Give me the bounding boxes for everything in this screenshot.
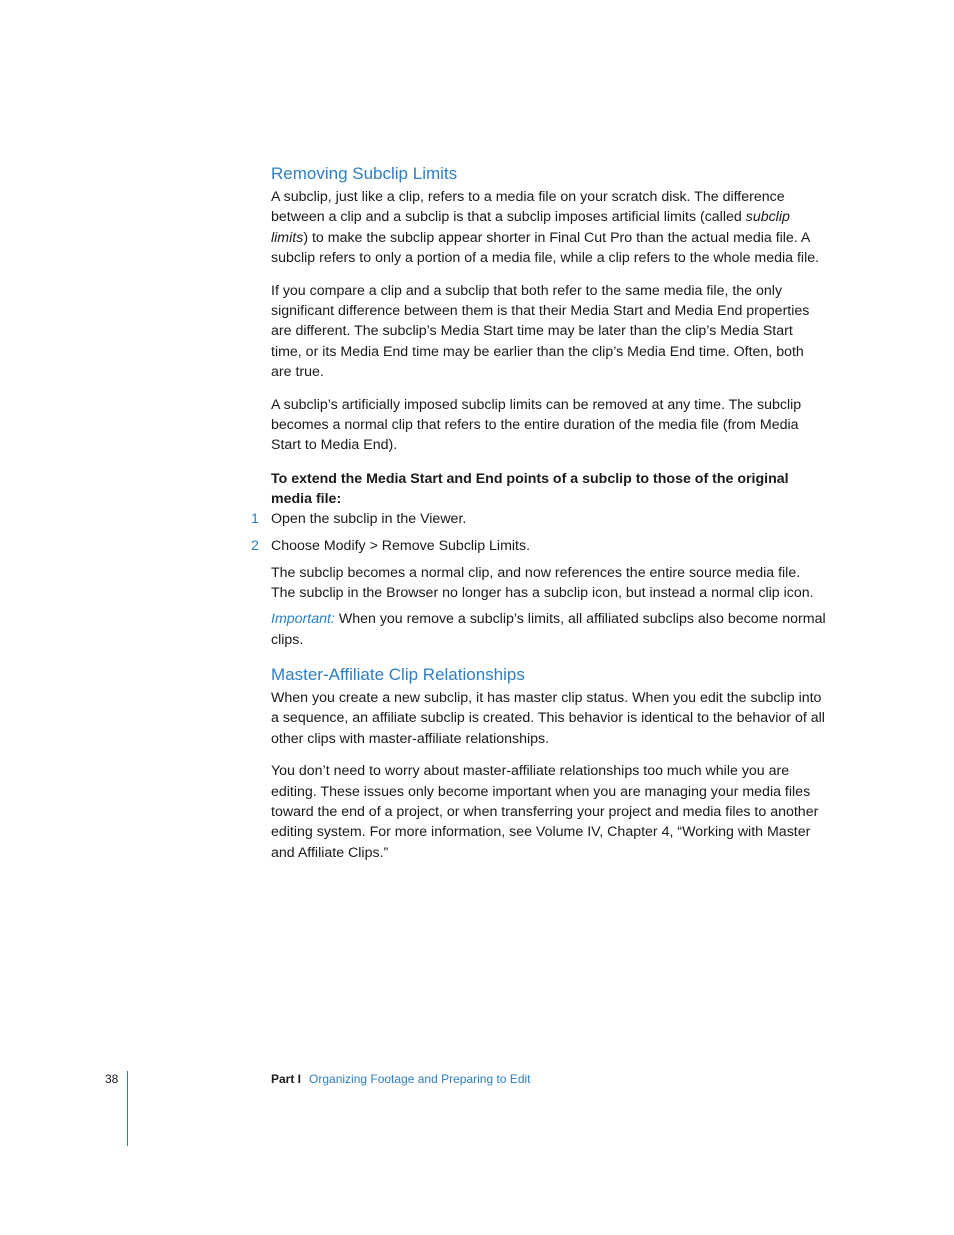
important-note [271,609,826,650]
page-number: 38 [105,1072,119,1086]
paragraph-text: ) to make the subclip appear shorter in Final Cut Pro than the actual media file. A subclip refers to only a portion of a media file, while a clip refers to the whole media file. [271,229,820,266]
important-label: Important: [271,611,335,628]
step-text: Choose Modify > Remove Subclip Limits. [271,538,531,555]
footer-part [271,1072,531,1086]
term-subclip-limits: subclip limits [271,209,790,246]
page-content [251,163,826,863]
step-item [251,509,826,529]
paragraph: A subclip’s artificially imposed subclip limits can be removed at any time. The subclip becomes a normal clip that refers to the entire duration of the media file (from Media Start to Media End). [271,396,802,454]
step-number: 1 [251,511,259,528]
part-title-link[interactable]: Organizing Footage and Preparing to Edit [309,1072,531,1086]
step-item [251,536,826,556]
paragraph: You don’t need to worry about master-affiliate relationships too much while you are editing. These issues only become important when you are managing your media files toward the end of a project, or when transferring your project and media files to another editing system. For more information, see Volume IV, Chapter 4, “Working with Master and Affiliate Clips.” [271,763,819,861]
section-heading-master-affiliate: Master-Affiliate Clip Relationships [271,664,525,684]
result-paragraph: The subclip becomes a normal clip, and now references the entire source media file. The subclip in the Browser no longer has a subclip icon, but instead a normal clip icon. [271,564,814,602]
footer-divider [127,1071,128,1146]
paragraph-text: A subclip, just like a clip, refers to a media file on your scratch disk. The difference between a clip and a subclip is that a subclip imposes artificial limits (called [271,189,785,226]
task-heading: To extend the Media Start and End points of a subclip to those of the original media file: [271,470,789,507]
step-number: 2 [251,538,259,555]
step-text: Open the subclip in the Viewer. [271,511,467,528]
paragraph [271,187,826,268]
important-text: When you remove a subclip’s limits, all affiliated subclips also become normal clips. [271,611,826,648]
paragraph: If you compare a clip and a subclip that both refer to the same media file, the only significant difference between them is that their Media Start and Media End properties are different. The subclip’s Media Start time may be later than the clip’s Media Start time, or its Media End time may be earlier than the clip’s Media End time. Often, both are true. [271,282,810,380]
section-heading-removing-subclip-limits: Removing Subclip Limits [271,164,458,183]
paragraph: When you create a new subclip, it has master clip status. When you edit the subclip into a sequence, an affiliate subclip is created. This behavior is identical to the behavior of all other clips with master-affiliate relationships. [271,689,825,747]
part-label: Part I [271,1072,302,1086]
